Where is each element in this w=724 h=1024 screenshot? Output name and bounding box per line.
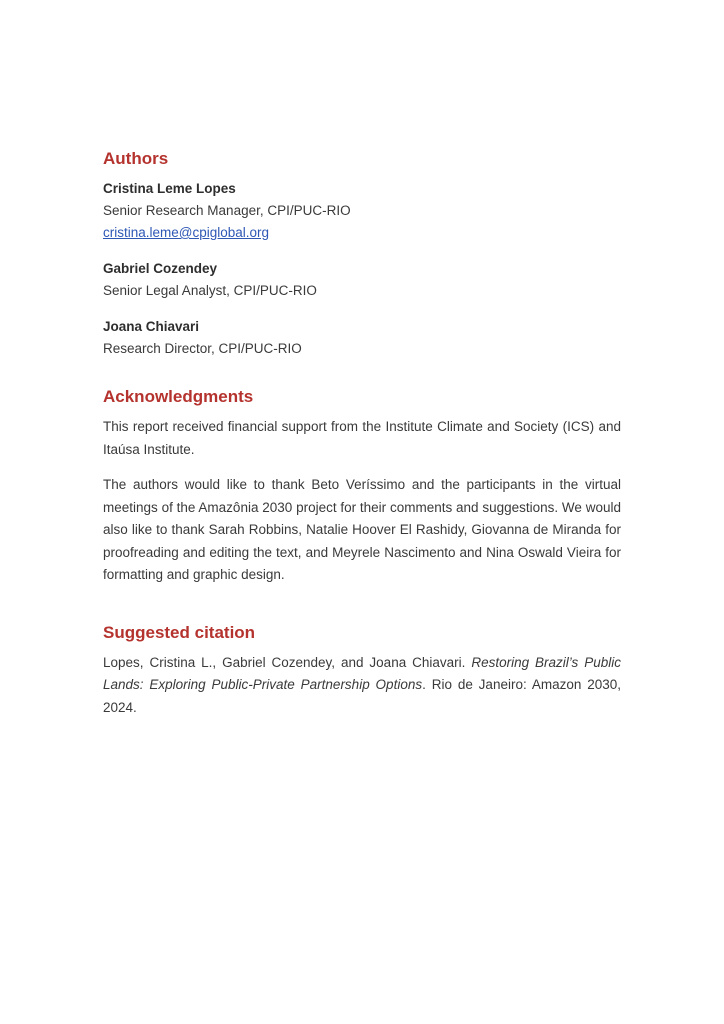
author-role: Senior Legal Analyst, CPI/PUC-RIO — [103, 283, 317, 298]
author-name: Cristina Leme Lopes — [103, 181, 236, 196]
author-entry — [103, 258, 621, 302]
acknowledgments-heading: Acknowledgments — [103, 387, 254, 406]
acknowledgments-paragraph: The authors would like to thank Beto Veríssimo and the participants in the virtual meetings of the Amazônia 2030 project for their comments and suggestions. We would also like to thank Sarah Robbins, Natalie Hoover El Rashidy, Giovanna de Miranda for proofreading and editing the text, and Meyrele Nascimento and Nina Oswald Vieira for formatting and graphic design. — [103, 477, 621, 582]
acknowledgments-paragraph: This report received financial support from the Institute Climate and Society (ICS) and Itaúsa Institute. — [103, 419, 621, 457]
author-entry — [103, 316, 621, 360]
citation-text — [103, 652, 621, 720]
author-role: Research Director, CPI/PUC-RIO — [103, 341, 302, 356]
citation-authors: Lopes, Cristina L., Gabriel Cozendey, and Joana Chiavari. — [103, 654, 472, 670]
authors-heading: Authors — [103, 149, 169, 168]
author-name: Gabriel Cozendey — [103, 261, 218, 276]
author-name: Joana Chiavari — [103, 319, 200, 334]
author-entry — [103, 178, 621, 244]
citation-title: Restoring Brazil’s Public Lands: Exploring Public-Private Partnership Options — [103, 654, 621, 692]
citation-publisher: . Rio de Janeiro: Amazon 2030, 2024. — [103, 677, 621, 715]
author-email-link[interactable]: cristina.leme@cpiglobal.org — [103, 225, 270, 240]
author-role: Senior Research Manager, CPI/PUC-RIO — [103, 203, 351, 218]
document-page — [103, 148, 621, 732]
citation-heading: Suggested citation — [103, 622, 256, 642]
